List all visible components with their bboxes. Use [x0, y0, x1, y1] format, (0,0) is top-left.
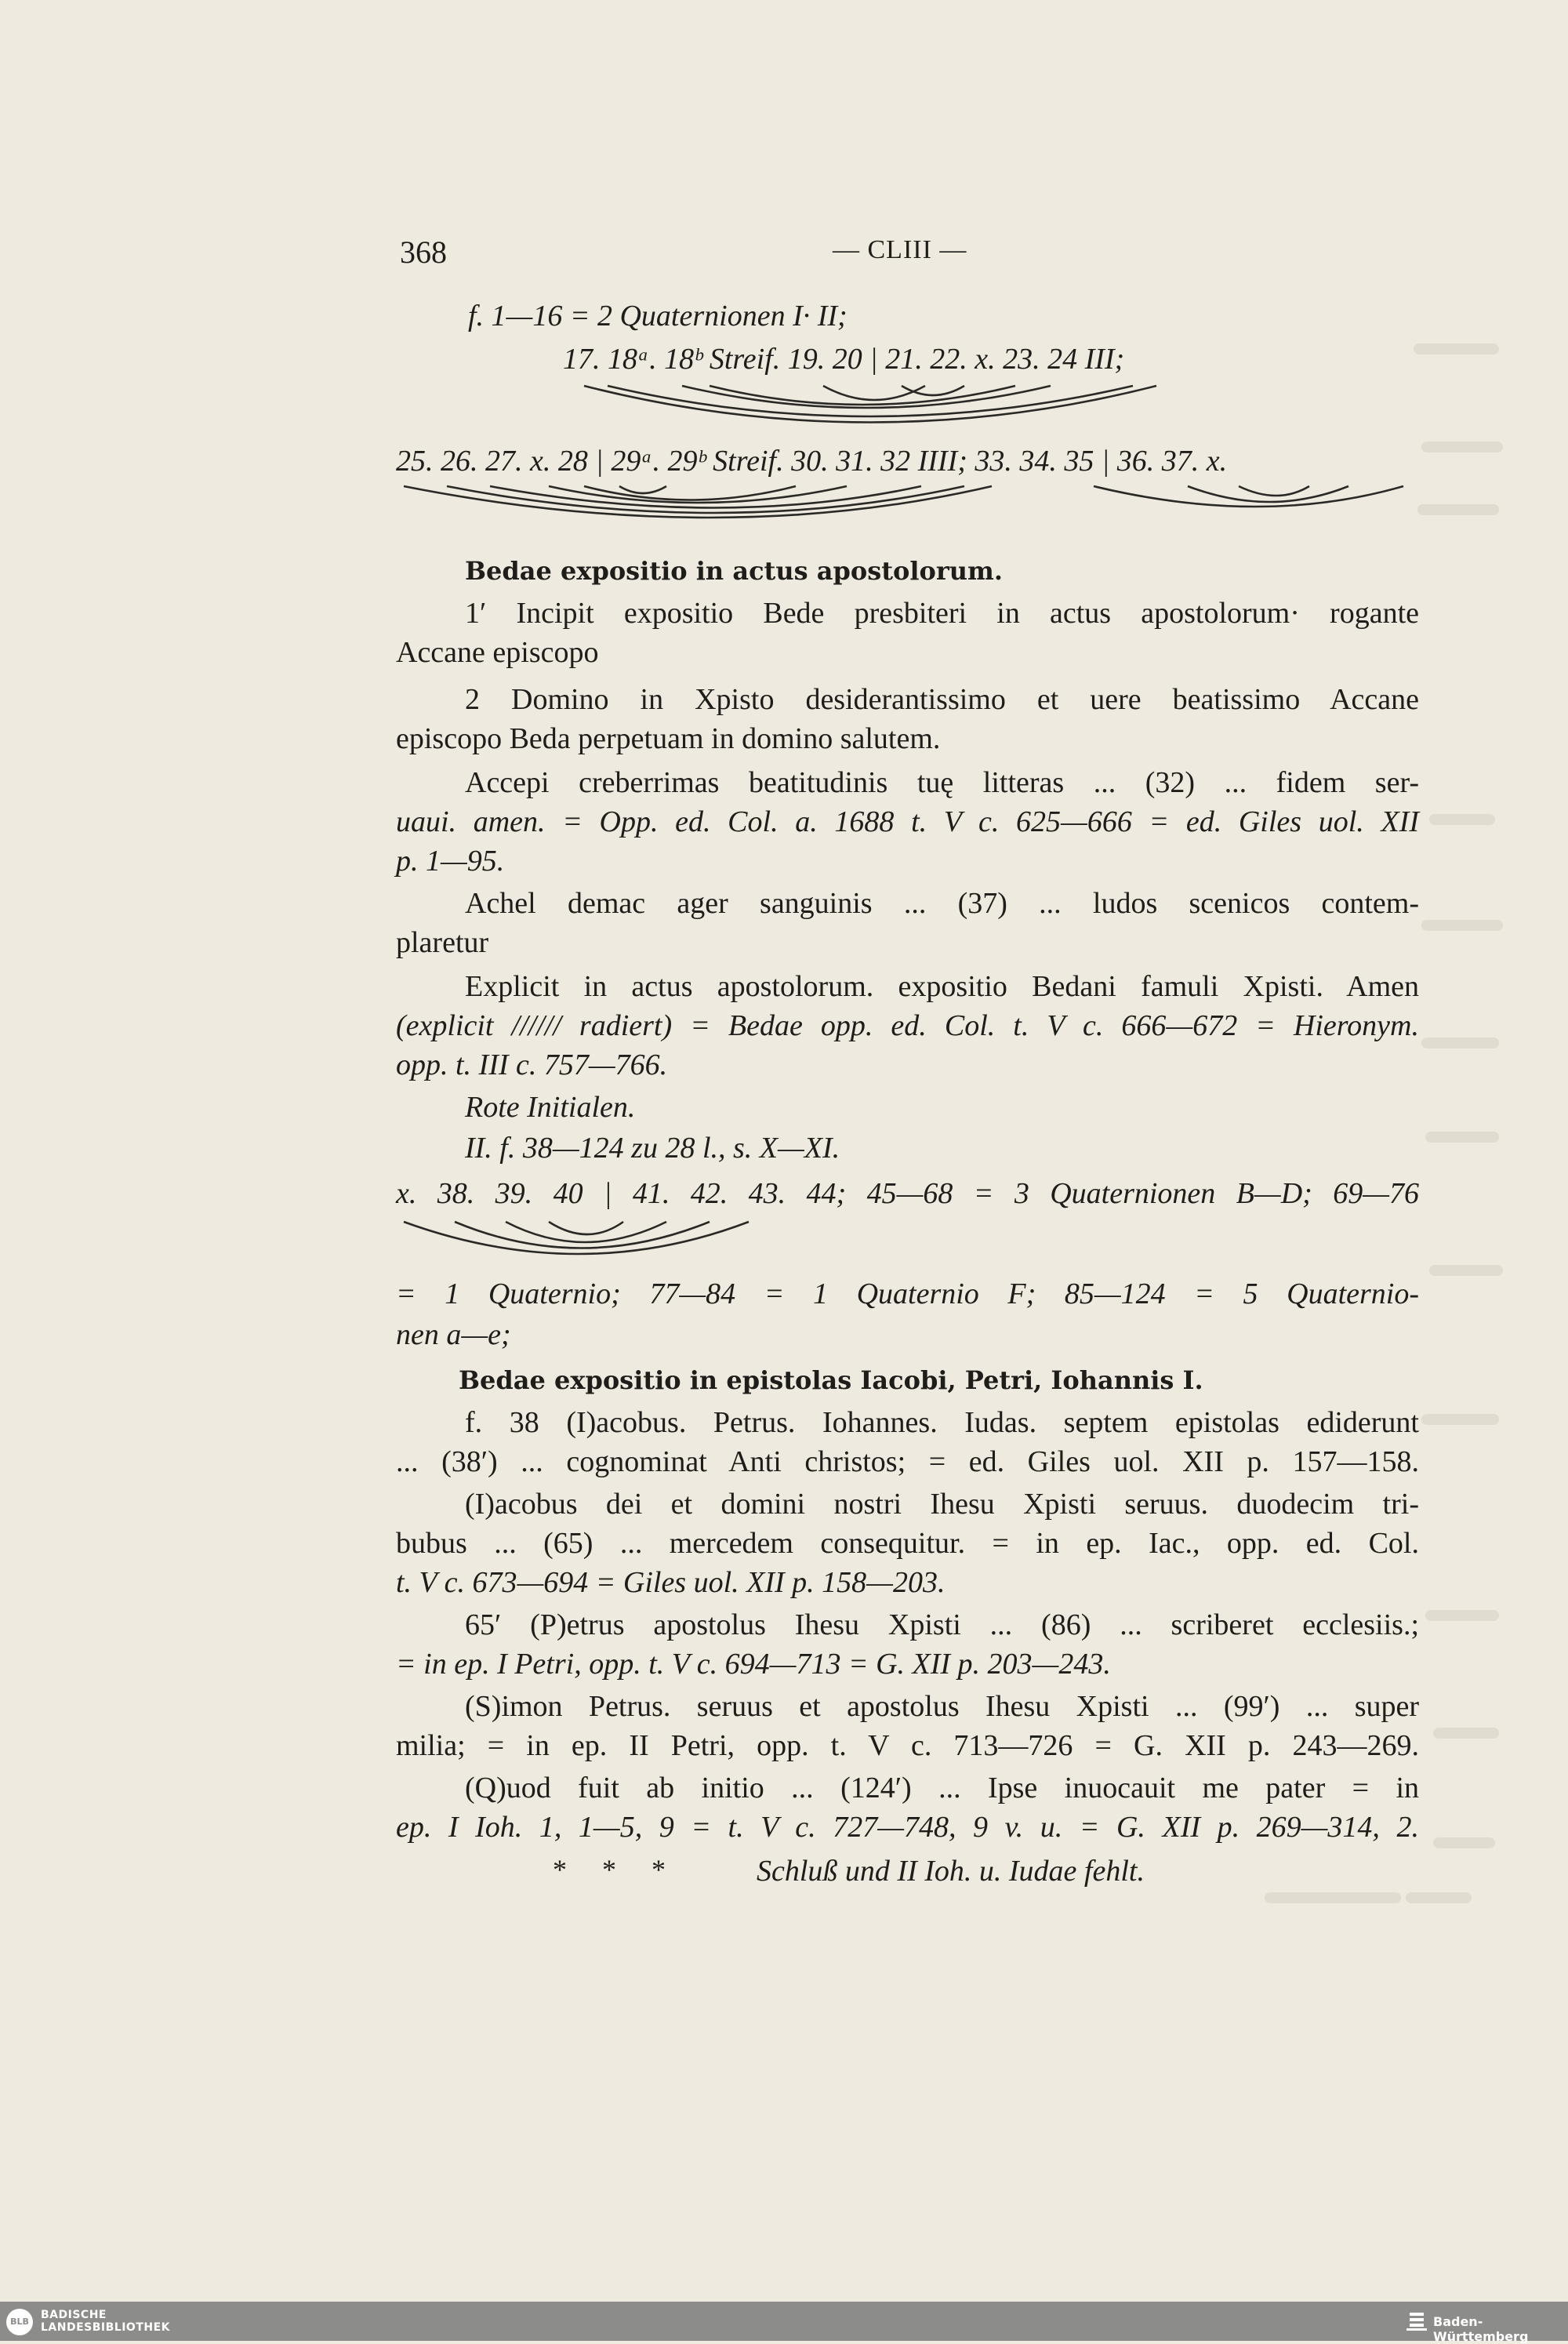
incipit-line-1: 1′ Incipit expositio Bede presbiteri in actus apostolorum· rogante [465, 597, 1419, 630]
asterism: * * * [553, 1854, 680, 1885]
collation-line-3: 25. 26. 27. x. 28 | 29ᵃ. 29ᵇ Streif. 30. 31. 32 IIII; 33. 34. 35 | 36. 37. x. [396, 445, 1228, 478]
explicit-line-2: (explicit ////// radiert) = Bedae opp. ed. Col. t. V c. 666—672 = Hieronym. [396, 1009, 1419, 1042]
prologue-line-1: f. 38 (I)acobus. Petrus. Iohannes. Iudas. septem epistolas ediderunt [465, 1406, 1419, 1439]
accepi-line-1: Accepi creberrimas beatitudinis tuę litteras ... (32) ... fidem ser- [465, 766, 1419, 799]
iacobus-line-2: bubus ... (65) ... mercedem consequitur. = in ep. Iac., opp. ed. Col. [396, 1527, 1419, 1560]
prologue-line-2: ... (38′) ... cognominat Anti christos; = ed. Giles uol. XII p. 157—158. [396, 1445, 1419, 1478]
state-coat-of-arms-icon [1405, 2309, 1428, 2333]
library-name [41, 2309, 170, 2334]
page-number: 368 [400, 234, 447, 270]
explicit-line-1: Explicit in actus apostolorum. expositio Bedani famuli Xpisti. Amen [465, 970, 1419, 1003]
running-title: — CLIII — [833, 235, 967, 264]
explicit-line-3: opp. t. III c. 757—766. [396, 1048, 668, 1081]
rote-initialen: Rote Initialen. [465, 1091, 636, 1124]
section-heading-actus: Bedae expositio in actus apostolorum. [465, 556, 1003, 586]
petrus-line-1: 65′ (P)etrus apostolus Ihesu Xpisti ... (86) ... scriberet ecclesiis.; [465, 1608, 1419, 1641]
closing-note: Schluß und II Ioh. u. Iudae fehlt. [757, 1855, 1145, 1888]
iacobus-line-1: (I)acobus dei et domini nostri Ihesu Xpisti seruus. duodecim tri- [465, 1488, 1419, 1521]
collation-line-5: = 1 Quaternio; 77—84 = 1 Quaternio F; 85—124 = 5 Quaternio- [396, 1277, 1419, 1310]
part-two-heading: II. f. 38—124 zu 28 l., s. X—XI. [465, 1132, 840, 1165]
collation-line-2: 17. 18ᵃ. 18ᵇ Streif. 19. 20 | 21. 22. x. 23. 24 III; [563, 343, 1125, 376]
achel-line-2: plaretur [396, 926, 489, 959]
library-name-line-2: LANDESBIBLIOTHEK [41, 2321, 171, 2334]
collation-line-4: x. 38. 39. 40 | 41. 42. 43. 44; 45—68 = 3 Quaternionen B—D; 69—76 [396, 1177, 1419, 1210]
accepi-line-2: uaui. amen. = Opp. ed. Col. a. 1688 t. V c. 625—666 = ed. Giles uol. XII [396, 805, 1419, 838]
dedication-line-1: 2 Domino in Xpisto desiderantissimo et uere beatissimo Accane [465, 683, 1419, 716]
simon-line-1: (S)imon Petrus. seruus et apostolus Ihesu Xpisti ... (99′) ... super [465, 1690, 1419, 1723]
simon-line-2: milia; = in ep. II Petri, opp. t. V c. 713—726 = G. XII p. 243—269. [396, 1729, 1419, 1762]
blb-logo-icon: BLB [6, 2309, 33, 2335]
library-footer-bar [0, 2302, 1568, 2344]
collation-line-6: nen a—e; [396, 1318, 511, 1351]
state-name: Baden-Württemberg [1433, 2314, 1529, 2344]
achel-line-1: Achel demac ager sanguinis ... (37) ... ludos scenicos contem- [465, 887, 1419, 920]
incipit-line-2: Accane episcopo [396, 636, 599, 669]
petrus-line-2: = in ep. I Petri, opp. t. V c. 694—713 = G. XII p. 203—243. [396, 1648, 1111, 1681]
iacobus-line-3: t. V c. 673—694 = Giles uol. XII p. 158—203. [396, 1566, 946, 1599]
dedication-line-2: episcopo Beda perpetuam in domino salutem. [396, 722, 941, 755]
quod-line-1: (Q)uod fuit ab initio ... (124′) ... Ipse inuocauit me pater = in [465, 1772, 1419, 1804]
quod-line-2: ep. I Ioh. 1, 1—5, 9 = t. V c. 727—748, 9 v. u. = G. XII p. 269—314, 2. [396, 1811, 1419, 1844]
section-heading-epistolas: Bedae expositio in epistolas Iacobi, Petri, Iohannis I. [459, 1365, 1203, 1395]
library-name-line-1: BADISCHE [41, 2309, 107, 2321]
accepi-line-3: p. 1—95. [396, 845, 505, 878]
collation-line-1: f. 1—16 = 2 Quaternionen I· II; [468, 300, 848, 333]
